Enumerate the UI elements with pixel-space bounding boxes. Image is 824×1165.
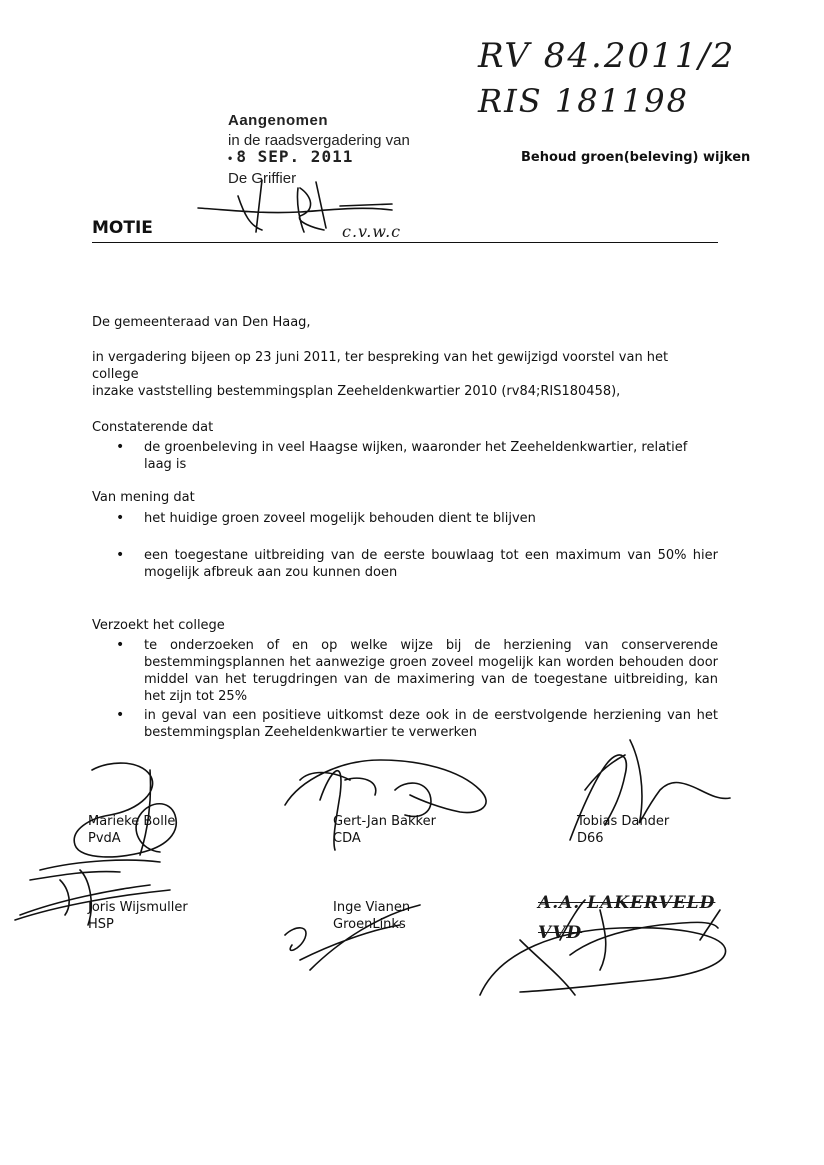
section-mening-list [92, 510, 718, 527]
header-rule [92, 242, 718, 243]
signatory-5 [333, 899, 410, 933]
section-verzoekt-list [92, 637, 718, 705]
signatory-3 [577, 813, 669, 847]
stamp-bullet-mark: • [228, 151, 233, 165]
section-constaterende-list [92, 439, 718, 473]
signatory-party: PvdA [88, 831, 121, 846]
signatory-2 [333, 813, 436, 847]
signatory-name: Gert-Jan Bakker [333, 814, 436, 829]
signatory-party: D66 [577, 831, 604, 846]
signatory-party: GroenLinks [333, 917, 406, 932]
intro-line-1: in vergadering bijeen op 23 juni 2011, ter bespreking van het gewijzigd voorstel van het college [92, 350, 669, 382]
signatory-name: Marieke Bolle [88, 814, 176, 829]
intro-paragraph [92, 349, 718, 400]
motion-subject: Behoud groen(beleving) wijken [521, 150, 751, 165]
handwritten-reference-1: RV 84.2011/2 [478, 36, 736, 76]
signatory-party: HSP [88, 917, 114, 932]
motion-label: MOTIE [92, 218, 153, 238]
adoption-stamp [228, 112, 448, 187]
signatory-1 [88, 813, 175, 847]
addressee: De gemeenteraad van Den Haag, [92, 315, 311, 330]
signatory-name: Tobias Dander [577, 814, 670, 829]
section-mening-list-2 [92, 547, 718, 581]
signatory-name: Joris Wijsmuller [88, 900, 188, 915]
signatory-name: Inge Vianen [333, 900, 411, 915]
intro-line-2: inzake vaststelling bestemmingsplan Zeeheldenkwartier 2010 (rv84;RIS180458), [92, 384, 621, 399]
signatory-party: CDA [333, 831, 361, 846]
list-item: • te onderzoeken of en op welke wijze bij de herziening van conserverende bestemmingsplannen het aanwezige groen zoveel mogelijk kan worden behouden door middel van het terugdringen van de maximering van de toegestane uitbreiding, kan het zijn tot 25% [92, 637, 718, 705]
list-item: • een toegestane uitbreiding van de eerste bouwlaag tot een maximum van 50% hier mogelijk afbreuk aan zou kunnen doen [92, 547, 718, 581]
stamp-title: Aangenomen [228, 112, 329, 129]
section-constaterende-heading: Constaterende dat [92, 420, 214, 435]
list-item: • de groenbeleving in veel Haagse wijken, waaronder het Zeeheldenkwartier, relatief laag is [92, 439, 718, 473]
signatory-name: A.A. LAKERVELD [538, 893, 716, 913]
signatory-6 [538, 888, 715, 948]
section-verzoekt-heading: Verzoekt het college [92, 618, 225, 633]
signatory-4 [88, 899, 188, 933]
stamp-meeting-line: in de raadsvergadering van [228, 132, 410, 149]
section-verzoekt-list-2 [92, 707, 718, 741]
stamp-handwritten-note: c.v.w.c [342, 222, 402, 241]
handwritten-reference-2: RIS 181198 [478, 82, 689, 120]
list-item: • in geval van een positieve uitkomst deze ook in de eerstvolgende herziening van het bestemmingsplan Zeeheldenkwartier te verwerken [92, 707, 718, 741]
section-mening-heading: Van mening dat [92, 490, 195, 505]
stamp-date: 8 SEP. 2011 [236, 147, 354, 166]
stamp-griffier: De Griffier [228, 170, 297, 187]
signatory-party: VVD [538, 923, 583, 943]
list-item: • het huidige groen zoveel mogelijk behouden dient te blijven [92, 510, 718, 527]
